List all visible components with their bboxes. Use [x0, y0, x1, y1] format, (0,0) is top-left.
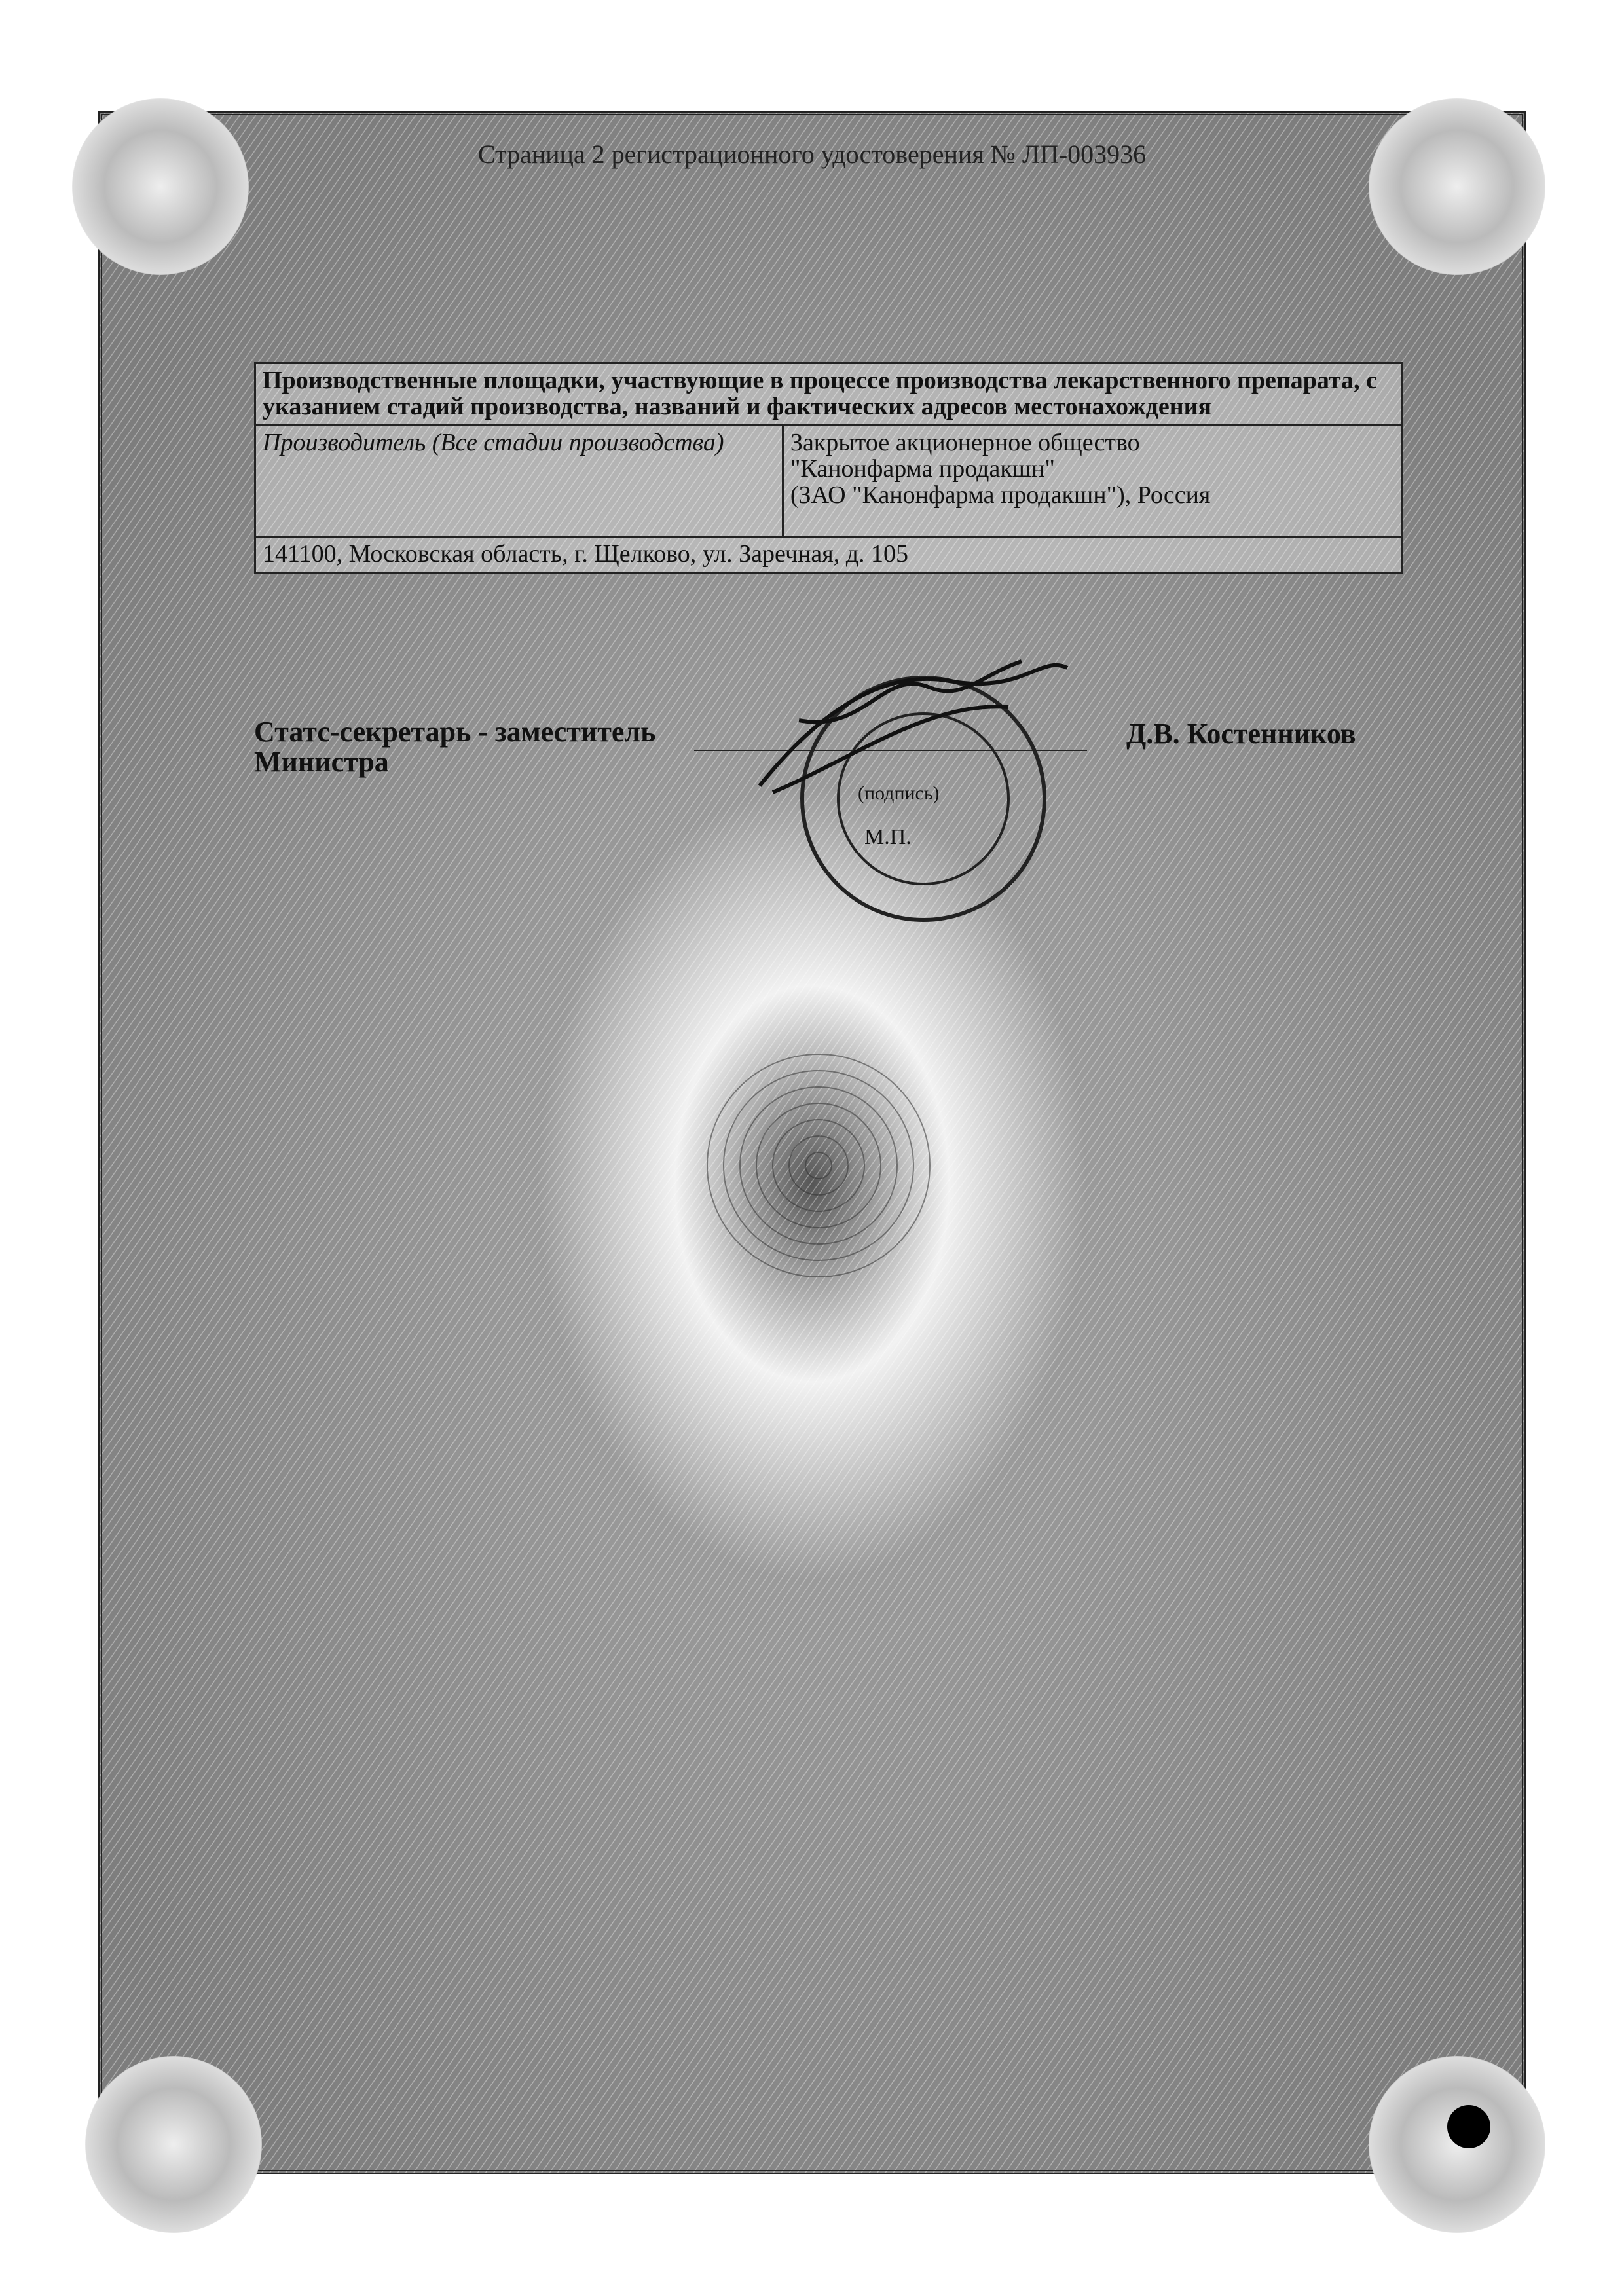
company-line: Закрытое акционерное общество	[790, 428, 1140, 456]
table-heading: Производственные площадки, участвующие в процессе производства лекарственного препарата, с указанием стадий производства, названий и фактических адресов местонахождения	[255, 363, 1403, 426]
table-row	[255, 425, 1403, 536]
punch-hole	[1447, 2105, 1490, 2148]
stamp-caption: М.П.	[864, 825, 912, 849]
manufacturer-address: 141100, Московская область, г. Щелково, ул. Заречная, д. 105	[255, 536, 1403, 572]
company-line: (ЗАО "Канонфарма продакшн"), Россия	[790, 481, 1211, 509]
page-header: Страница 2 регистрационного удостоверения № ЛП-003936	[477, 139, 1147, 169]
corner-rosette-top-right	[1369, 98, 1545, 275]
corner-rosette-top-left	[72, 98, 249, 275]
table-header-row	[255, 363, 1403, 426]
table-row	[255, 536, 1403, 572]
corner-rosette-bottom-left	[85, 2056, 262, 2233]
signer-position	[254, 717, 655, 777]
signer-position-line: Министра	[254, 746, 389, 779]
signer-position-line: Статс-секретарь - заместитель	[254, 716, 656, 748]
signature-caption: (подпись)	[858, 782, 940, 804]
manufacturer-company	[783, 425, 1402, 536]
production-sites-table	[254, 362, 1403, 574]
manufacturer-stage-label: Производитель (Все стадии производства)	[255, 425, 783, 536]
company-line: "Канонфарма продакшн"	[790, 454, 1055, 483]
signer-name: Д.В. Костенников	[1126, 718, 1356, 750]
